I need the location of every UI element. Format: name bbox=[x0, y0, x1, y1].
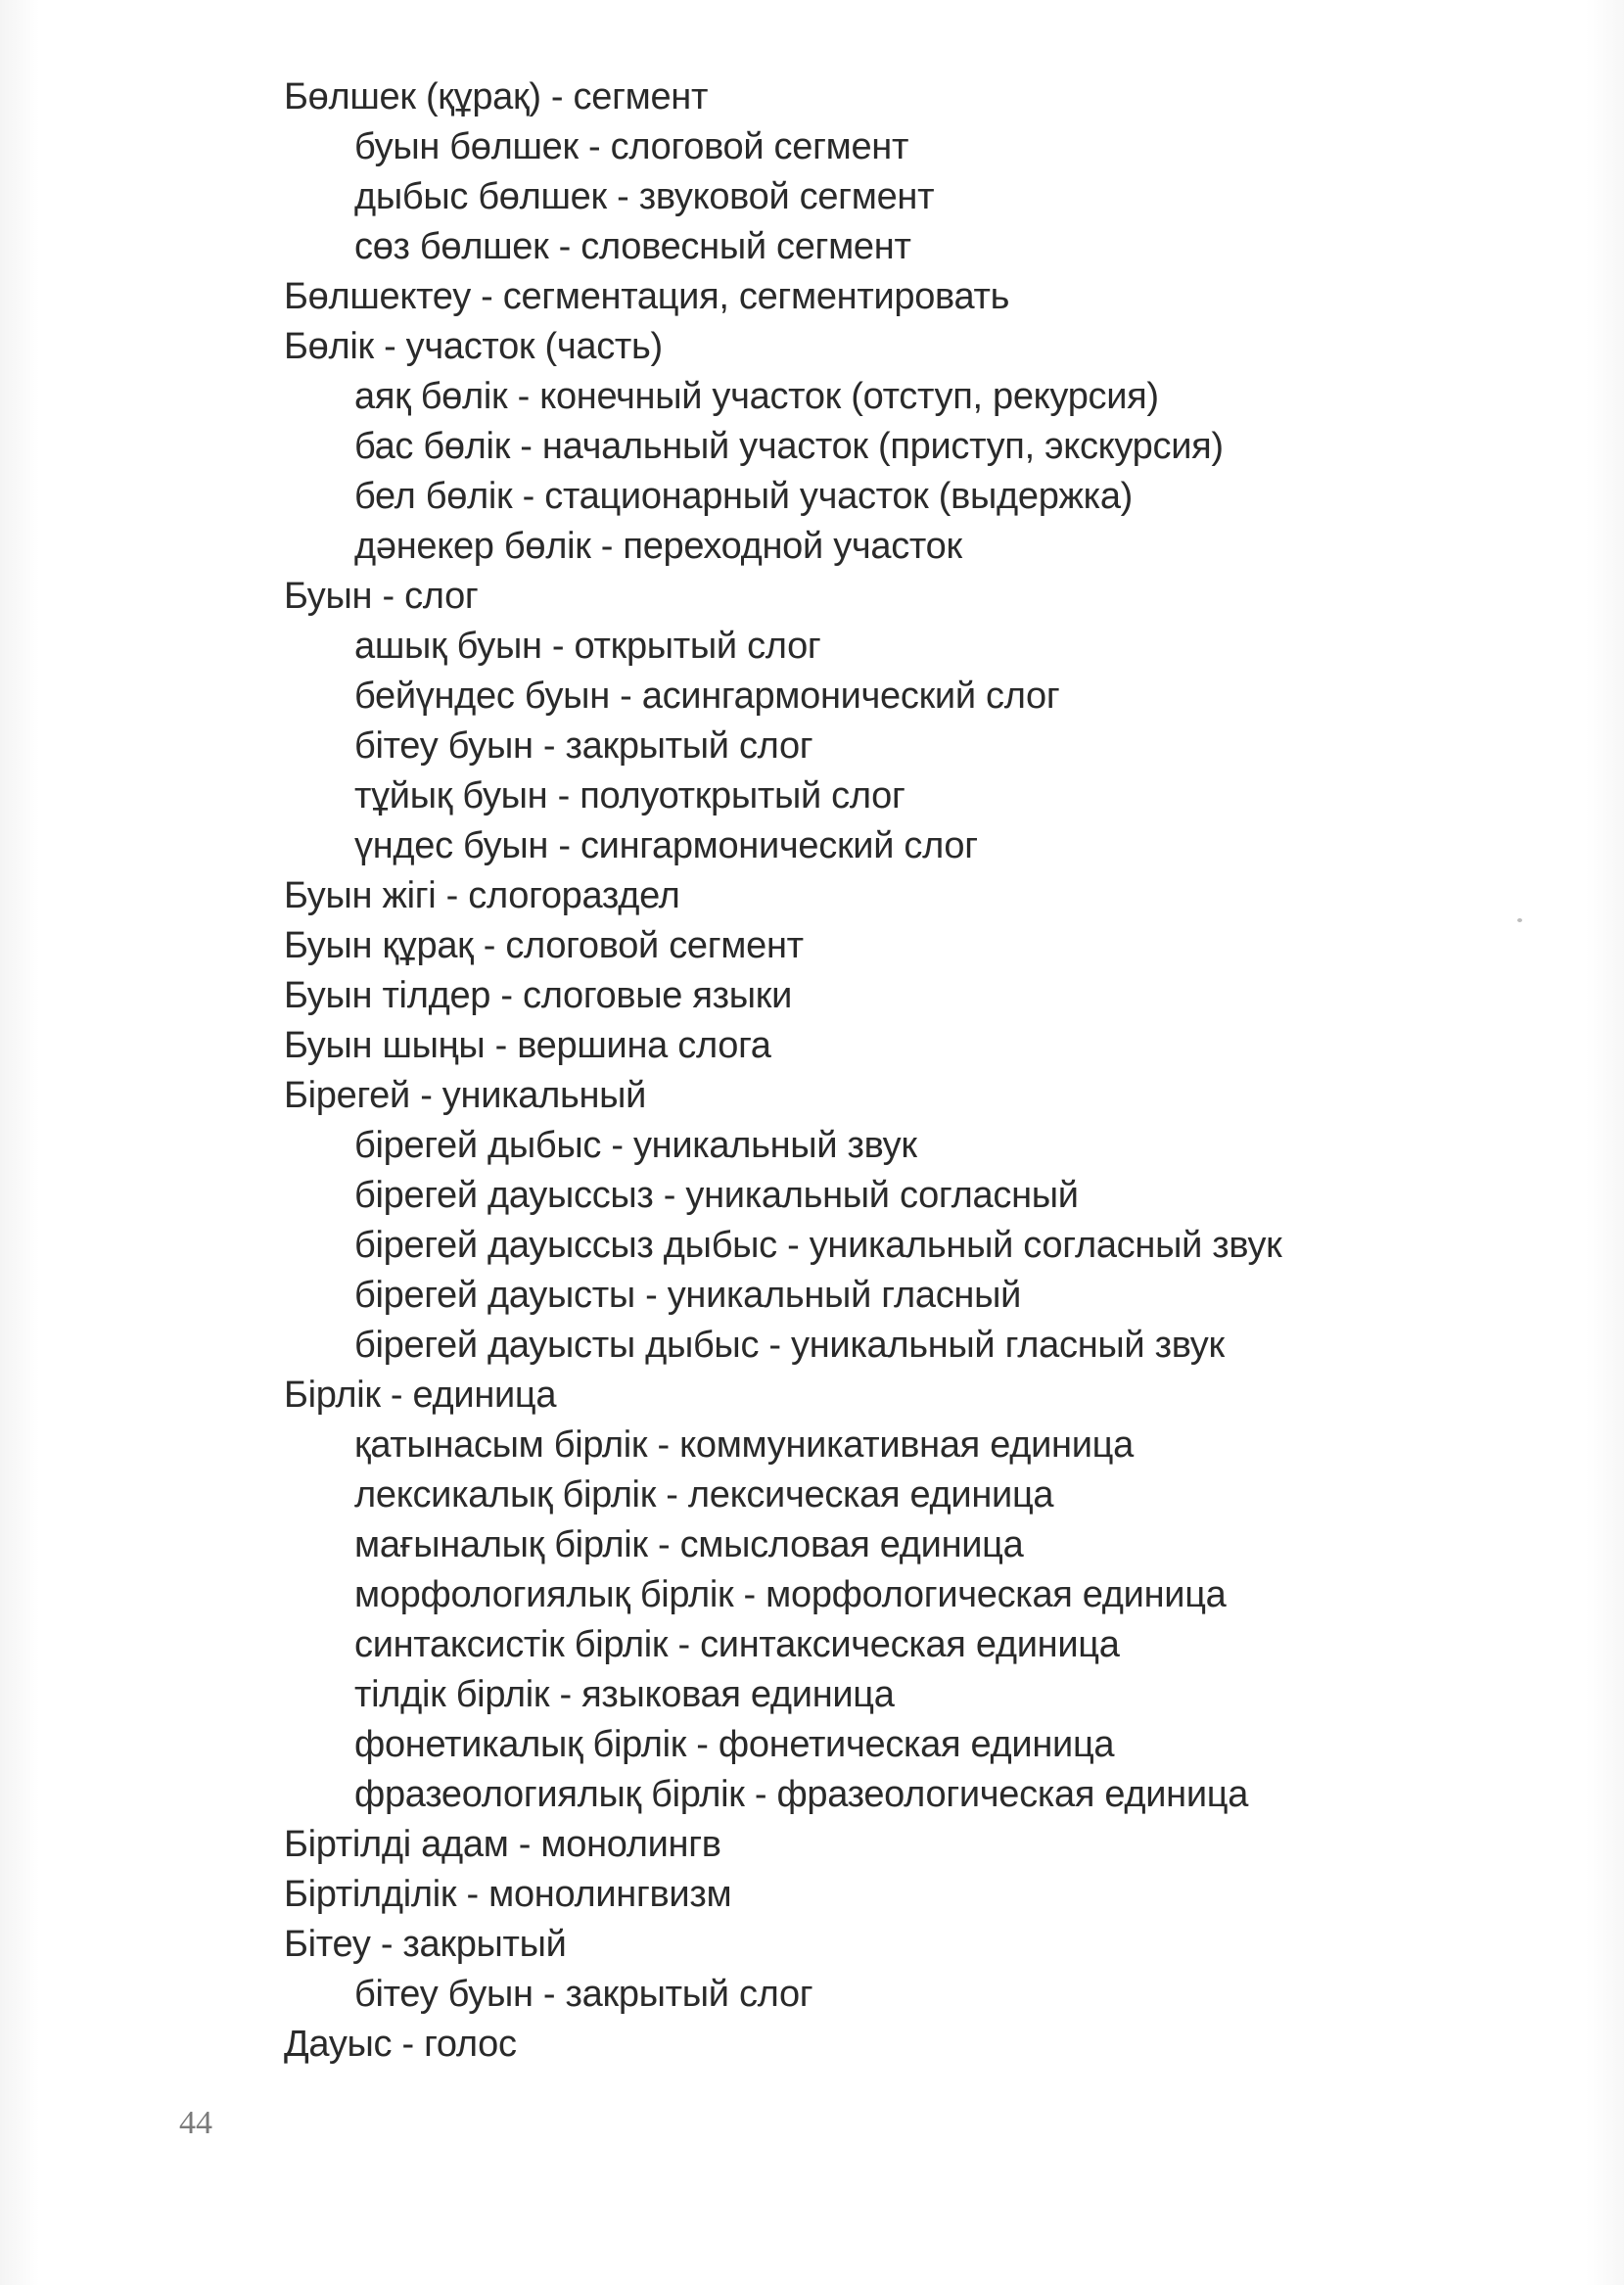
glossary-headword: Буын жігі - слогораздел bbox=[284, 875, 680, 916]
glossary-subentry: бірегей дауыссыз - уникальный согласный bbox=[354, 1175, 1079, 1216]
glossary-subentry: бейүндес буын - асингармонический слог bbox=[354, 676, 1060, 717]
glossary-subentry: буын бөлшек - слоговой сегмент bbox=[354, 126, 909, 167]
glossary-headword: Бөлік - участок (часть) bbox=[284, 326, 663, 367]
glossary-subentry: бірегей дауысты - уникальный гласный bbox=[354, 1275, 1022, 1316]
glossary-subentry: сөз бөлшек - словесный сегмент bbox=[354, 226, 911, 267]
glossary-subentry: дәнекер бөлік - переходной участок bbox=[354, 526, 962, 567]
glossary-subentry: бітеу буын - закрытый слог bbox=[354, 1974, 813, 2015]
glossary-headword: Біртілді адам - монолингв bbox=[284, 1824, 721, 1865]
glossary-subentry: морфологиялық бірлік - морфологическая единица bbox=[354, 1574, 1227, 1615]
glossary-headword: Дауыс - голос bbox=[284, 2024, 517, 2065]
glossary-subentry: тілдік бірлік - языковая единица bbox=[354, 1674, 895, 1715]
page-number: 44 bbox=[179, 2105, 212, 2141]
glossary-subentry: бірегей дауысты дыбыс - уникальный гласный звук bbox=[354, 1325, 1225, 1366]
glossary-subentry: мағыналық бірлік - смысловая единица bbox=[354, 1524, 1024, 1565]
glossary-headword: Бірегей - уникальный bbox=[284, 1075, 647, 1116]
glossary-headword: Бөлшектеу - сегментация, сегментировать bbox=[284, 276, 1010, 317]
glossary-subentry: фразеологиялық бірлік - фразеологическая единица bbox=[354, 1774, 1249, 1815]
glossary-subentry: дыбыс бөлшек - звуковой сегмент bbox=[354, 176, 935, 217]
glossary-headword: Буын тілдер - слоговые языки bbox=[284, 975, 793, 1016]
glossary-headword: Біртілділік - монолингвизм bbox=[284, 1874, 732, 1915]
glossary-subentry: бел бөлік - стационарный участок (выдержка) bbox=[354, 476, 1134, 517]
glossary-headword: Буын құрақ - слоговой сегмент bbox=[284, 925, 804, 966]
glossary-subentry: тұйық буын - полуоткрытый слог bbox=[354, 775, 905, 816]
glossary-headword: Бөлшек (құрақ) - сегмент bbox=[284, 76, 709, 117]
glossary-subentry: бас бөлік - начальный участок (приступ, экскурсия) bbox=[354, 426, 1224, 467]
glossary-subentry: лексикалық бірлік - лексическая единица bbox=[354, 1474, 1054, 1516]
glossary-subentry: қатынасым бірлік - коммуникативная единица bbox=[354, 1424, 1134, 1466]
glossary-subentry: бітеу буын - закрытый слог bbox=[354, 725, 813, 767]
glossary-subentry: аяқ бөлік - конечный участок (отступ, рекурсия) bbox=[354, 376, 1159, 417]
glossary-headword: Буын шыңы - вершина слога bbox=[284, 1025, 771, 1066]
glossary-headword: Бітеу - закрытый bbox=[284, 1924, 567, 1965]
glossary-headword: Бірлік - единица bbox=[284, 1375, 557, 1416]
glossary-subentry: ашық буын - открытый слог bbox=[354, 626, 821, 667]
glossary-subentry: бірегей дауыссыз дыбыс - уникальный согласный звук bbox=[354, 1225, 1282, 1266]
glossary-subentry: үндес буын - сингармонический слог bbox=[354, 825, 978, 866]
glossary-headword: Буын - слог bbox=[284, 576, 479, 617]
glossary-subentry: бірегей дыбыс - уникальный звук bbox=[354, 1125, 917, 1166]
glossary-list bbox=[0, 72, 1624, 2070]
glossary-subentry: синтаксистік бірлік - синтаксическая единица bbox=[354, 1624, 1120, 1665]
glossary-subentry: фонетикалық бірлік - фонетическая единица bbox=[354, 1724, 1115, 1765]
